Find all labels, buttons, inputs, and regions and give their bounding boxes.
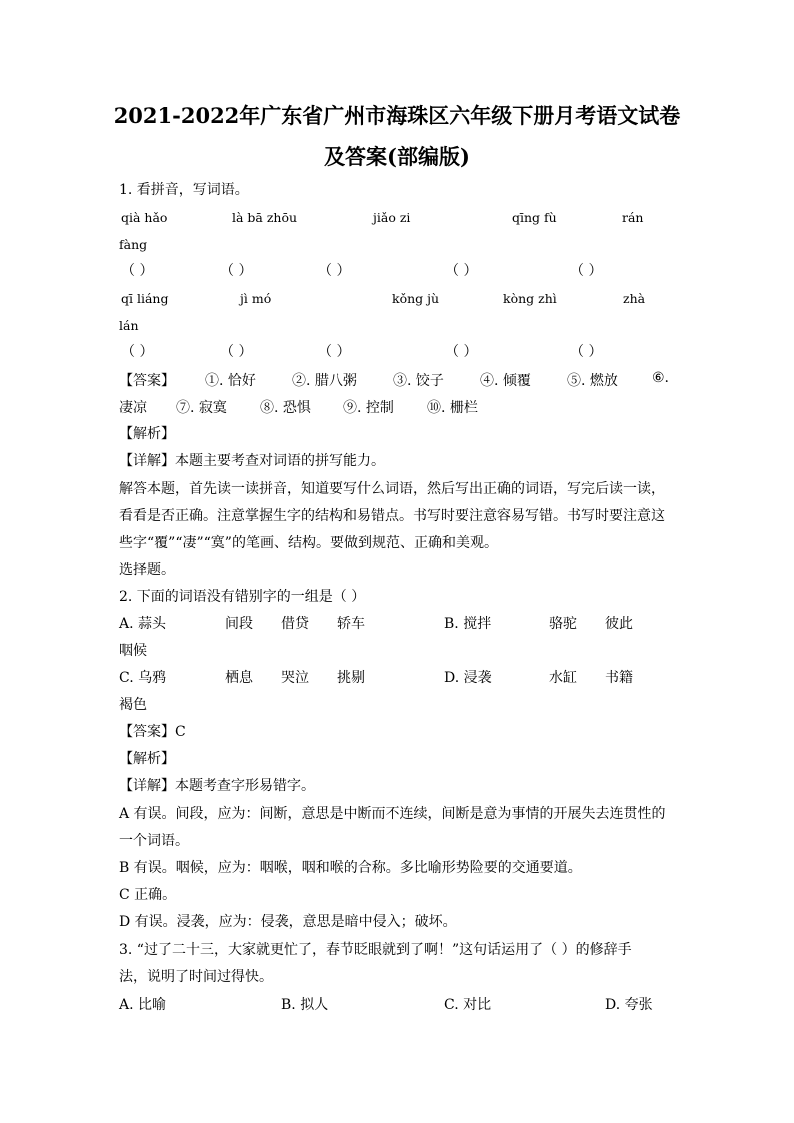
q2-explain-c: C 正确。	[119, 887, 177, 903]
q2-analysis-label: 【解析】	[119, 751, 175, 767]
q2-option-c-4: 挑剔	[337, 670, 365, 686]
q1-answer-6: 凄凉	[119, 400, 147, 416]
q2-option-a-2: 间段	[225, 616, 253, 632]
q3-stem-1: 3. “过了二十三，大家就更忙了，春节眨眼就到了啊！”这句话运用了（ ）的修辞手	[119, 942, 632, 958]
q3-option-d: D. 夸张	[605, 997, 653, 1013]
q2-explain-a-1: A 有误。间段，应为：间断，意思是中断而不连续，间断是意为事情的开展失去连贯性的	[119, 806, 666, 822]
doc-title-line2: 及答案(部编版)	[324, 144, 470, 169]
q2-option-a-wrap: 咽候	[119, 643, 147, 659]
q1-pinyin-10: zhà	[623, 291, 646, 306]
q1-para-4: 选择题。	[119, 562, 175, 578]
q2-option-c-3: 哭泣	[281, 670, 309, 686]
q1-blank-8: （ ）	[318, 344, 351, 360]
q2-option-c: C. 乌鸦	[119, 670, 167, 686]
q2-option-b: B. 搅拌	[444, 616, 492, 632]
q1-answer-6-marker: ⑥.	[652, 370, 670, 386]
q2-option-d: D. 浸袭	[444, 670, 492, 686]
q1-pinyin-3: jiǎo zi	[373, 210, 411, 225]
q1-answer-7: ⑦. 寂寞	[176, 400, 227, 416]
q1-answer-4: ④. 倾覆	[480, 373, 531, 389]
q1-pinyin-wrap-2: lán	[119, 318, 139, 333]
q1-blank-4: （ ）	[445, 263, 478, 279]
q2-option-b-2: 骆驼	[549, 616, 577, 632]
q2-option-d-2: 水缸	[549, 670, 577, 686]
q1-blank-9: （ ）	[445, 344, 478, 360]
q1-blank-6: （ ）	[121, 344, 154, 360]
q2-option-b-3: 彼此	[605, 616, 633, 632]
q2-stem: 2. 下面的词语没有错别字的一组是（ ）	[119, 589, 366, 605]
q2-option-a: A. 蒜头	[119, 616, 167, 632]
q1-pinyin-7: jì mó	[240, 291, 272, 306]
q1-answer-2: ②. 腊八粥	[292, 373, 357, 389]
q1-para-2: 看看是否正确。注意掌握生字的结构和易错点。书写时要注意容易写错。书写时要注意这	[119, 508, 665, 524]
q2-explain-b: B 有误。咽候，应为：咽喉，咽和喉的合称。多比喻形势险要的交通要道。	[119, 860, 582, 876]
q2-option-d-3: 书籍	[605, 670, 633, 686]
q3-option-b: B. 拟人	[281, 997, 329, 1013]
q1-pinyin-1: qià hǎo	[121, 210, 168, 225]
q1-blank-2: （ ）	[220, 263, 253, 279]
q1-detail: 【详解】本题主要考查对词语的拼写能力。	[119, 453, 385, 469]
doc-title-line1: 2021-2022年广东省广州市海珠区六年级下册月考语文试卷	[113, 103, 681, 128]
q1-answer-10: ⑩. 栅栏	[427, 400, 478, 416]
q1-answer-3: ③. 饺子	[393, 373, 444, 389]
q1-answer-8: ⑧. 恐惧	[260, 400, 311, 416]
q2-option-c-wrap: 褐色	[119, 697, 147, 713]
q1-blank-10: （ ）	[570, 344, 603, 360]
q1-pinyin-6: qī liáng	[121, 291, 169, 306]
q1-pinyin-8: kǒng jù	[392, 291, 440, 306]
q1-answer-5: ⑤. 燃放	[567, 373, 618, 389]
q1-analysis-label: 【解析】	[119, 426, 175, 442]
q2-option-a-3: 借贷	[281, 616, 309, 632]
q1-blank-5: （ ）	[570, 263, 603, 279]
q1-answer-1: ①. 恰好	[205, 373, 256, 389]
q1-para-1: 解答本题，首先读一读拼音，知道要写什么词语，然后写出正确的词语，写完后读一读，	[119, 481, 665, 497]
q2-explain-a-2: 一个词语。	[119, 833, 189, 849]
q3-option-a: A. 比喻	[119, 997, 167, 1013]
q2-explain-d: D 有误。浸袭，应为：侵袭，意思是暗中侵入；破坏。	[119, 914, 457, 930]
q1-blank-1: （ ）	[121, 263, 154, 279]
q2-option-c-2: 栖息	[225, 670, 253, 686]
q1-answer-9: ⑨. 控制	[343, 400, 394, 416]
q1-blank-7: （ ）	[220, 344, 253, 360]
q2-option-a-4: 轿车	[337, 616, 365, 632]
q1-pinyin-2: là bā zhōu	[232, 210, 298, 225]
q1-para-3: 些字“覆”“凄”“寞”的笔画、结构。要做到规范、正确和美观。	[119, 535, 498, 551]
q1-stem: 1. 看拼音，写词语。	[119, 182, 249, 198]
q1-pinyin-9: kòng zhì	[503, 291, 557, 306]
q1-blank-3: （ ）	[318, 263, 351, 279]
q1-answer-label: 【答案】	[119, 373, 175, 389]
q1-pinyin-wrap-1: fàng	[119, 237, 148, 252]
q1-pinyin-5: rán	[622, 210, 644, 225]
q1-pinyin-4: qīng fù	[512, 210, 557, 225]
q2-detail: 【详解】本题考查字形易错字。	[119, 778, 315, 794]
q3-stem-2: 法，说明了时间过得快。	[119, 969, 273, 985]
q2-answer: 【答案】C	[119, 724, 186, 740]
q3-option-c: C. 对比	[444, 997, 492, 1013]
